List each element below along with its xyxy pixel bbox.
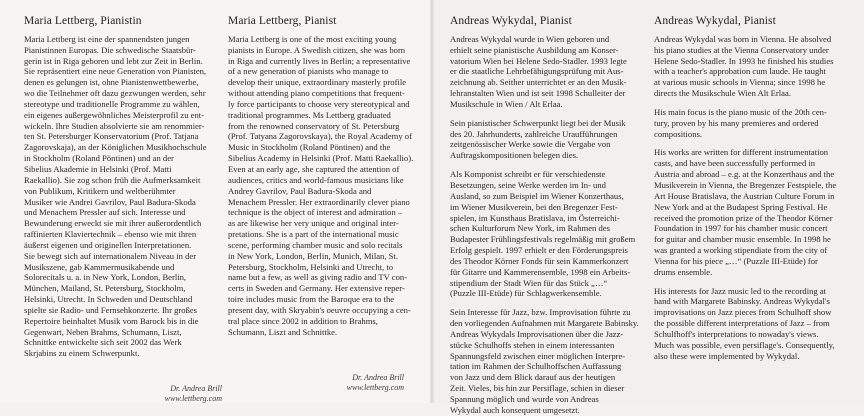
- credit-author: Dr. Andrea Brill: [170, 384, 222, 393]
- column-lettberg-english: [228, 16, 424, 337]
- credit-author: Dr. Andrea Brill: [352, 373, 404, 382]
- credit-url: www.lettberg.com: [164, 394, 222, 403]
- paragraph: Maria Lettberg ist eine der spannendsten jungen Pianistinnen Europas. Die schwedische Staatsbür- gerin ist in Riga geboren und lebt zur Zeit in Berlin. Sie repräsentiert eine neue Generation von Pianisten, denen es gelungen ist, ohne Pianistenwettbewerbe, wo die Teilnehmer oft dazu gezwungen werden, sehr stereotype und traditionelle Programme zu wählen, ein eigenes außergewöhnliches Meisterprofil zu ent- wickeln. Ihre Studien absolvierte sie am renommier- ten St. Petersburger Konservatorium (Prof. Tatjana Zagorovskaja), an der Königlichen Musikhochschule in Stockholm (Roland Pöntinen) und an der Sibelius Akademie in Helsinki (Prof. Matti Raekallio). Sie zog schon früh die Aufmerksamkeit von Publikum, Kritikern und weltberühmter Musiker wie Andrei Gavrilov, Paul Badura-Skoda und Menachem Pressler auf sich. Interesse und Bewunderung erweckt sie mit ihrer außerordentlich raffinierten Klaviertechnik – ebenso wie mit ihren äußerst eigenen und originellen Interpretationen. Sie bewegt sich auf internationalem Niveau in der Musikszene, gab Kammermusikabende und Solorecitals u. a. in New York, London, Berlin, München, Mailand, St. Petersburg, Stockholm, Helsinki, Utrecht. In Schweden und Deutschland spielte sie Radio- und Fernsehkonzerte. Ihr großes Repertoire beinhaltet Musik vom Barock bis in die Gegenwart, Neben Brahms, Schumann, Liszt, Schnittke entwickelte sich seit 2002 das Werk Skrjabins zu einem Schwerpunkt.: [24, 33, 207, 359]
- paragraph: Maria Lettberg is one of the most exciting young pianists in Europe. A Swedish citizen, she was born in Riga and currently lives in Berlin; a representative of a new generation of pianists who manage to develop their unique, extraordinary masterly profile without attending piano competitions that frequent- ly force participants to choose very stereotypical and traditional programmes. Ms Lettberg graduated from the renowned conservatory of St. Petersburg (Prof. Tatyana Zagorovskaya), the Royal Academy of Music in Stockholm (Roland Pöntinen) and the Sibelius Academy in Helsinki (Prof. Matti Raekallio). Even at an early age, she captured the attention of audiences, critics and world-famous musicians like Andrey Gavrilov, Paul Badura-Skoda and Menachem Pressler. Her extraordinarily clever piano technique is the object of interest and admiration – as are likewise her very unique and original inter- pretations. She is a part of the international music scene, performing chamber music and solo recitals in New York, London, Berlin, Munich, Milan, St. Petersburg, Stockholm, Helsinki and Utrecht, to name but a few, as well as giving radio and TV con- certs in Sweden and Germany. Her extensive reper- toire includes music from the Baroque era to the present day, with Skryabin's oeuvre occupying a cen- tral place since 2002 in addition to Brahms, Schumann, Liszt and Schnittke.: [228, 33, 414, 337]
- column-lettberg-german: [24, 16, 224, 359]
- column-heading: Andreas Wykydal, Pianist: [450, 15, 572, 27]
- paragraph: Sein pianistischer Schwerpunkt liegt bei der Musik des 20. Jahrhunderts, zahlreiche Uraufführungen zeitgenössischer Werke sowie die Vergabe von Auftragskompositionen belegen dies.: [450, 117, 626, 161]
- paragraph: His interests for Jazz music led to the recording at hand with Margarete Babinsky. Andreas Wykydal's improvisations on Jazz pieces from Schulhoff show the possible different interpretations of Jazz – from Schulfhoff's interpretations to nowaday's views. Much was possible, even persiflage's. Consequently, also these were implemented by Wykydal.: [654, 285, 835, 361]
- credit-english: [300, 373, 404, 393]
- page-fold: [430, 0, 434, 403]
- paragraph: His main focus is the piano music of the 20th cen- tury, proven by his many premieres and ordered compositions.: [654, 106, 827, 139]
- column-wykydal-german: [450, 16, 650, 416]
- paragraph: Als Komponist schreibt er für verschiedenste Besetzungen, seine Werke werden im In- und Ausland, so zum Beispiel im Wiener Konzerthaus, im Wiener Musikverein, bei den Bregenzer Fest- spielen, im Kunsthaus Bratislava, im Österreichi- schen Kulturforum New York, im Rahmen des Budapester Frühlingsfestivals regelmäßig mit großem Erfolg gespielt. 1997 erhielt er den Förderungspreis des Theodor Körner Fonds für sein Kammerkonzert für Gitarre und Kammerensemble, 1998 ein Arbeits- stipendium der Stadt Wien für das Stück „…“ (Puzzle III-Etüde) für Schlagwerkensemble.: [450, 169, 636, 299]
- column-heading: Maria Lettberg, Pianistin: [24, 15, 142, 27]
- column-heading: Andreas Wykydal, Pianist: [654, 15, 776, 27]
- paragraph: Andreas Wykydal wurde in Wien geboren und erhielt seine pianistische Ausbildung am Konser- vatorium Wien bei Helene Sedo-Stadler. 1993 legte er die staatliche Lehrbefähigungsprüfung mit Aus- zeichnung ab. Seither unterrichtet er an den Musik- lehranstalten Wien und ist seit 1998 Schulleiter der Musikschule in Wien / Alt Erlaa.: [450, 33, 627, 109]
- credit-url: www.lettberg.com: [346, 383, 404, 392]
- column-heading: Maria Lettberg, Pianist: [228, 15, 337, 27]
- paragraph: His works are written for different instrumentation casts, and have been successfully performed in Austria and abroad – e.g. at the Konzerthaus and the Musikverein in Vienna, the Bregenzer Festspiele, the Art House Bratislava, the Austrian Culture Forum in New York and at the Budapest Spring Festival. He received the promotion prize of the Theodor Körner Foundation in 1997 for his chamber music concert for guitar and chamber music ensemble. In 1998 he was granted a working stipendiate from the city of Vienna for his piece „…“ (Puzzle III-Etüde) for drums ensemble.: [654, 147, 837, 277]
- paragraph: Sein Interesse für Jazz, bzw. Improvisation führte zu den vorliegenden Aufnahmen mit Margarete Babinsky. Andreas Wykydals Improvisationen über die Jazz- stücke Schulhoffs stehen in einem interessanten Spannungsfeld zwischen einer möglichen Interpre- tation im Rahmen der Schulhoffschen Auffassung von Jazz und dem Blick darauf aus der heutigen Zeit. Vieles, bis hin zur Persiflage, schien in dieser Spannung möglich und wurde von Andreas Wykydal auch konsequent umgesetzt.: [450, 307, 639, 415]
- paragraph: Andreas Wykydal was born in Vienna. He absolved his piano studies at the Vienna Conservatory under Helene Sedo-Stadler. In 1993 he finished his studies with a teacher's approbation cum laude. He taught at various music schools in Vienna; since 1998 he directs the Musikschule Wien Alt Erlaa.: [654, 33, 834, 99]
- credit-german: [110, 384, 222, 404]
- column-wykydal-english: [654, 16, 854, 361]
